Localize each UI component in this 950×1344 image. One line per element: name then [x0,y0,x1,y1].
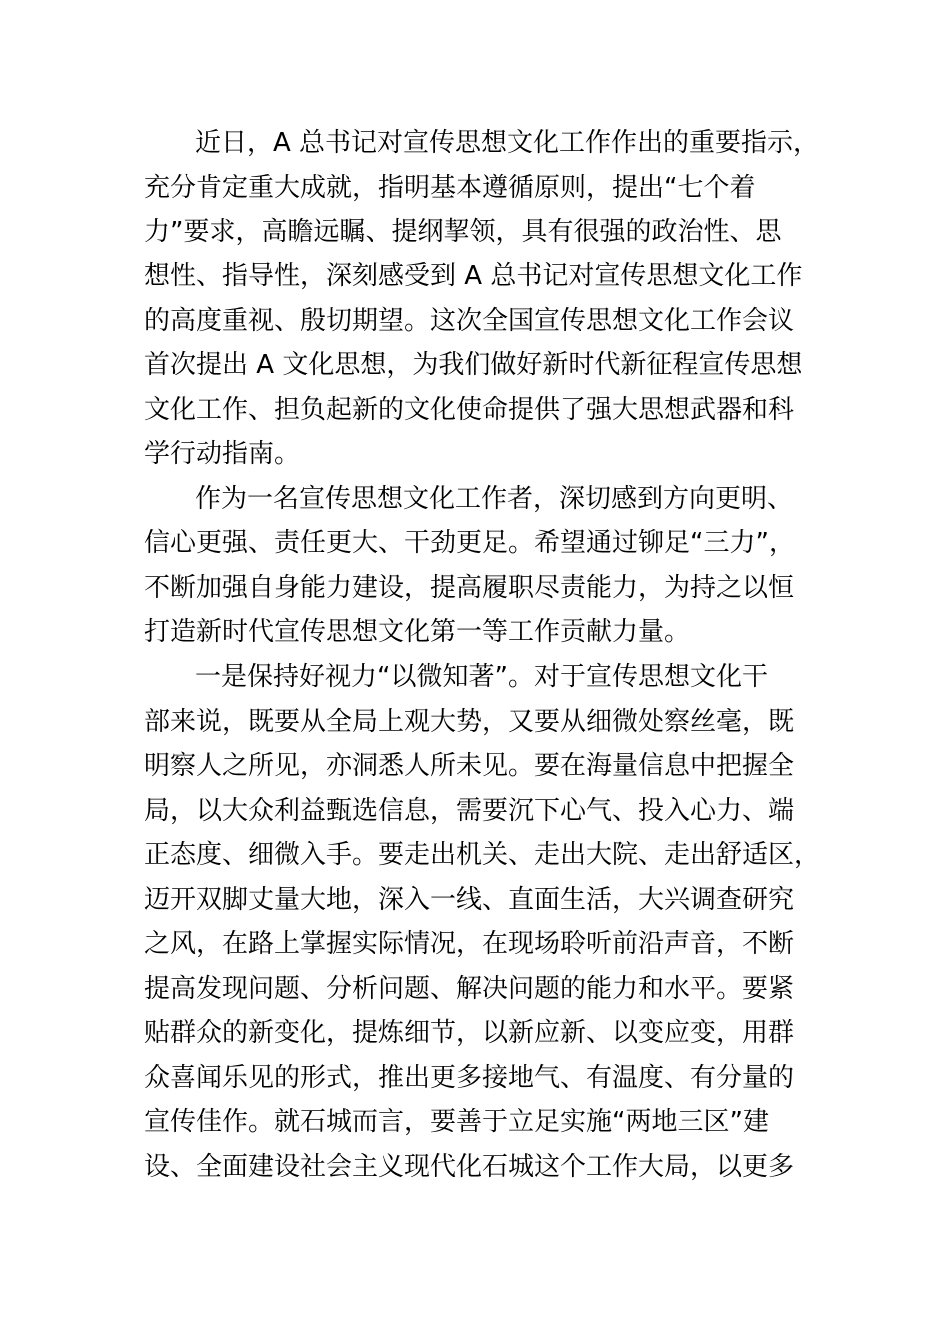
text-line: 明察人之所见，亦洞悉人所未见。要在海量信息中把握全 [144,751,795,781]
text-line: 部来说，既要从全局上观大势，又要从细微处察丝毫，既 [144,707,795,737]
text-line: 想性、指导性，深刻感受到 A 总书记对宣传思想文化工作 [144,261,803,291]
text-line: 文化工作、担负起新的文化使命提供了强大思想武器和科 [144,395,795,425]
text-line: 设、全面建设社会主义现代化石城这个工作大局，以更多 [144,1152,795,1182]
text-line: 正态度、细微入手。要走出机关、走出大院、走出舒适区， [144,840,821,870]
text-line: 力”要求，高瞻远瞩、提纲挈领，具有很强的政治性、思 [144,217,782,247]
text-line: 信心更强、责任更大、干劲更足。希望通过铆足“三力”， [144,528,795,558]
text-line: 提高发现问题、分析问题、解决问题的能力和水平。要紧 [144,974,795,1004]
text-line: 不断加强自身能力建设，提高履职尽责能力，为持之以恒 [144,573,795,603]
text-line: 打造新时代宣传思想文化第一等工作贡献力量。 [144,617,691,647]
text-line: 近日，A 总书记对宣传思想文化工作作出的重要指示， [195,128,820,158]
text-line: 充分肯定重大成就，指明基本遵循原则，提出“七个着 [144,173,756,203]
text-line: 众喜闻乐见的形式，推出更多接地气、有温度、有分量的 [144,1063,795,1093]
text-line: 局，以大众利益甄选信息，需要沉下心气、投入心力、端 [144,796,795,826]
text-line: 首次提出 A 文化思想，为我们做好新时代新征程宣传思想 [144,350,803,380]
text-line: 一是保持好视力“以微知著”。对于宣传思想文化干 [195,662,768,692]
text-line: 的高度重视、殷切期望。这次全国宣传思想文化工作会议 [144,306,795,336]
text-line: 之风，在路上掌握实际情况，在现场聆听前沿声音，不断 [144,929,795,959]
text-line: 迈开双脚丈量大地，深入一线、直面生活，大兴调查研究 [144,885,795,915]
text-line: 作为一名宣传思想文化工作者，深切感到方向更明、 [195,484,794,514]
text-line: 宣传佳作。就石城而言，要善于立足实施“两地三区”建 [144,1107,769,1137]
text-line: 贴群众的新变化，提炼细节，以新应新、以变应变，用群 [144,1018,795,1048]
text-line: 学行动指南。 [144,439,301,469]
